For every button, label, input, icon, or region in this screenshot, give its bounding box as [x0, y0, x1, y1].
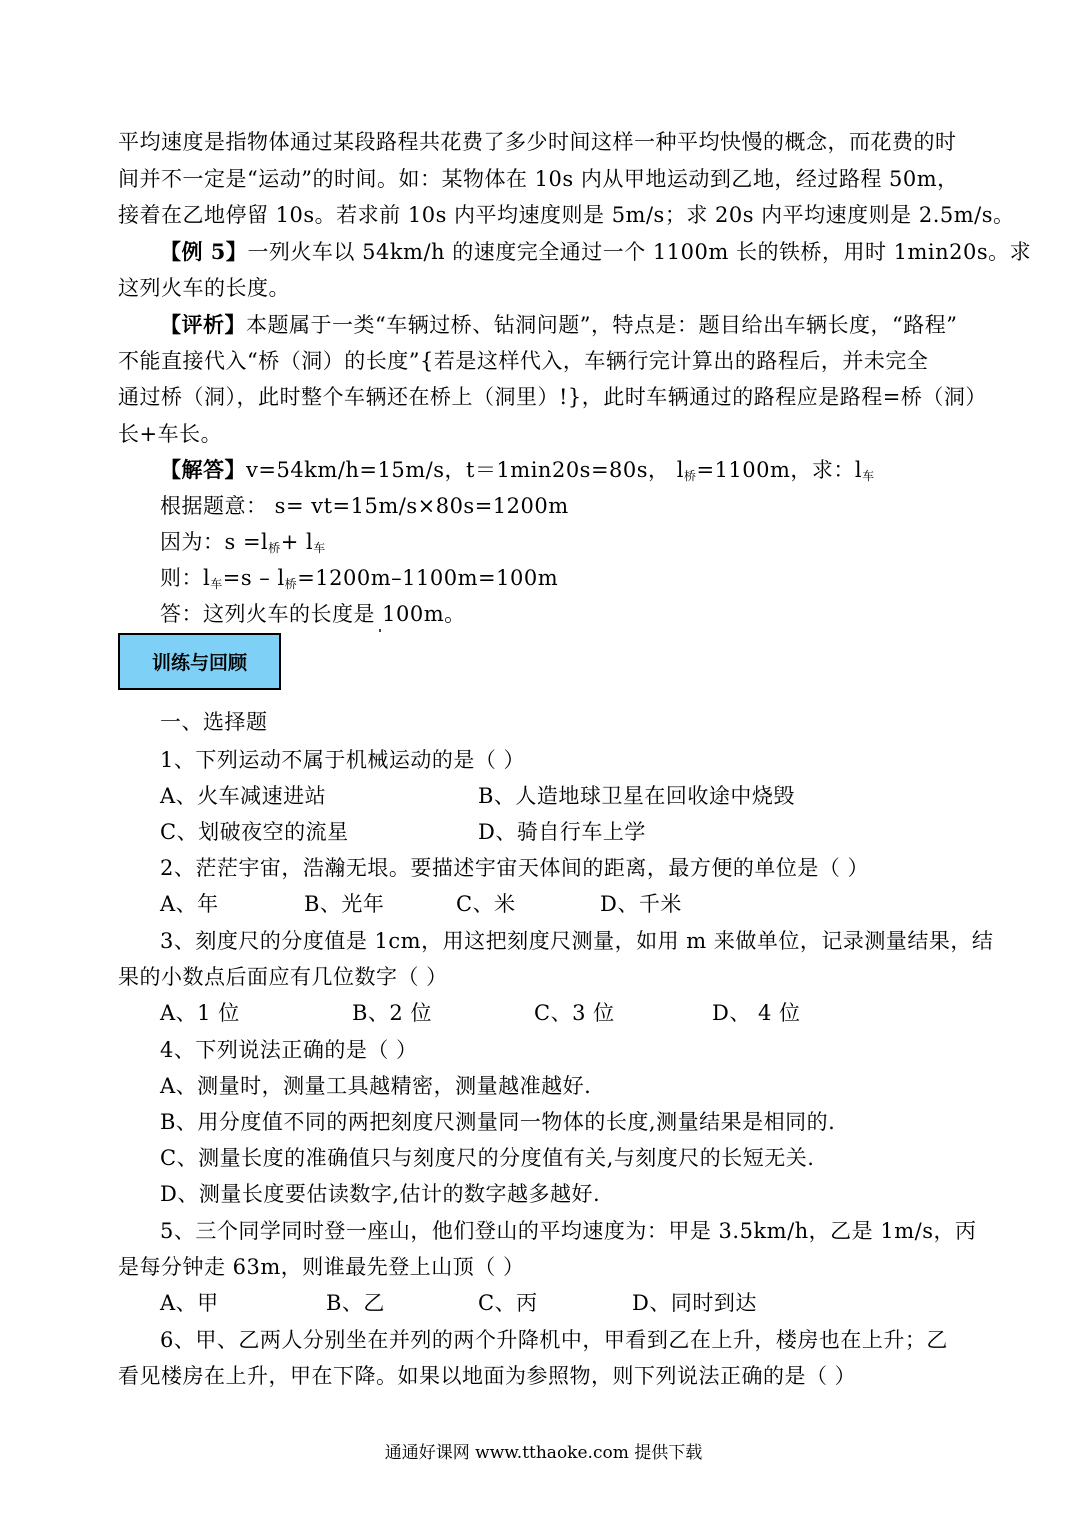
q2-option-a: A、年	[160, 892, 219, 916]
intro-line-2: 间并不一定是“运动”的时间。如：某物体在 10s 内从甲地运动到乙地，经过路程 50m，	[118, 167, 959, 191]
section-title-box	[118, 633, 281, 690]
example5-text-1: 一列火车以 54km/h 的速度完全通过一个 1100m 长的铁桥，用时 1min20s。求	[247, 240, 1032, 264]
analysis-line-2: 不能直接代入“桥（洞）的长度”{若是这样代入，车辆行完计算出的路程后，并未完全	[118, 349, 929, 373]
q3-stem-2: 果的小数点后面应有几位数字（ ）	[118, 965, 448, 989]
answer-text-1b: =1100m，求：l	[696, 458, 863, 482]
q5-stem-1: 5、三个同学同时登一座山，他们登山的平均速度为：甲是 3.5km/h，乙是 1m/s，丙	[160, 1219, 977, 1243]
example5-line-2: 这列火车的长度。	[118, 276, 290, 300]
q5-stem-2: 是每分钟走 63m，则谁最先登上山顶（ ）	[118, 1255, 525, 1279]
q1-stem: 1、下列运动不属于机械运动的是（ ）	[160, 748, 526, 772]
intro-line-1: 平均速度是指物体通过某段路程共花费了多少时间这样一种平均快慢的概念，而花费的时	[118, 130, 957, 154]
answer-text-4b: =s – l	[222, 566, 285, 590]
exercise-heading: 一、选择题	[160, 710, 268, 734]
answer-line-4	[160, 564, 558, 598]
q6-stem-1: 6、甲、乙两人分别坐在并列的两个升降机中，甲看到乙在上升，楼房也在上升；乙	[160, 1328, 948, 1352]
intro-line-3: 接着在乙地停留 10s。若求前 10s 内平均速度则是 5m/s；求 20s 内平均速度则是 2.5m/s。	[118, 203, 1015, 227]
subscript-bridge: 桥	[683, 469, 697, 483]
q2-stem: 2、茫茫宇宙，浩瀚无垠。要描述宇宙天体间的距离，最方便的单位是（ ）	[160, 856, 870, 880]
q3-option-b: B、2 位	[352, 1001, 432, 1025]
subscript-bridge: 桥	[268, 541, 281, 555]
q1-option-d: D、骑自行车上学	[478, 820, 646, 844]
q1-option-b: B、人造地球卫星在回收途中烧毁	[478, 784, 795, 808]
q5-option-c: C、丙	[478, 1291, 538, 1315]
q5-option-b: B、乙	[326, 1291, 385, 1315]
analysis-line-3: 通过桥（洞），此时整个车辆还在桥上（洞里）!}，此时车辆通过的路程应是路程=桥（洞）	[118, 385, 987, 409]
q2-option-d: D、千米	[600, 892, 682, 916]
answer-line-1	[160, 456, 875, 490]
q1-option-c: C、划破夜空的流星	[160, 820, 349, 844]
q4-option-a: A、测量时，测量工具越精密，测量越准越好.	[160, 1074, 592, 1098]
answer-text-3a: 因为：s =l	[160, 530, 269, 554]
analysis-line-1	[160, 311, 957, 339]
subscript-car: 车	[313, 541, 326, 555]
q4-option-d: D、测量长度要估读数字,估计的数字越多越好.	[160, 1182, 601, 1206]
q2-option-c: C、米	[456, 892, 516, 916]
q3-option-c: C、3 位	[534, 1001, 615, 1025]
example5-tag: 【例 5】	[160, 239, 248, 264]
answer-text-1a: v=54km/h=15m/s，t＝1min20s=80s， l	[246, 458, 684, 482]
q2-option-b: B、光年	[304, 892, 385, 916]
analysis-tag: 【评析】	[160, 312, 246, 337]
answer-text-4a: 则：l	[160, 566, 211, 590]
q6-stem-2: 看见楼房在上升，甲在下降。如果以地面为参照物，则下列说法正确的是（ ）	[118, 1364, 857, 1388]
q3-option-d: D、 4 位	[712, 1001, 801, 1025]
q4-option-b: B、用分度值不同的两把刻度尺测量同一物体的长度,测量结果是相同的.	[160, 1110, 836, 1134]
q1-option-a: A、火车减速进站	[160, 784, 327, 808]
answer-text-3b: + l	[280, 530, 314, 554]
answer-text-4c: =1200m–1100m=100m	[297, 566, 559, 590]
q5-option-d: D、同时到达	[632, 1291, 757, 1315]
analysis-text-1: 本题属于一类“车辆过桥、钻洞问题”，特点是：题目给出车辆长度，“路程”	[246, 313, 958, 337]
stray-mark	[379, 629, 381, 632]
subscript-bridge: 桥	[284, 577, 298, 591]
example5-line-1	[160, 238, 1031, 266]
subscript-car: 车	[210, 577, 223, 591]
q5-option-a: A、甲	[160, 1291, 219, 1315]
answer-line-5: 答：这列火车的长度是 100m。	[160, 602, 466, 626]
subscript-car: 车	[862, 469, 875, 483]
answer-line-2: 根据题意： s= vt=15m/s×80s=1200m	[160, 494, 569, 518]
q3-stem-1: 3、刻度尺的分度值是 1cm，用这把刻度尺测量，如用 m 来做单位，记录测量结果，结	[160, 929, 994, 953]
q3-option-a: A、1 位	[160, 1001, 240, 1025]
section-title: 训练与回顾	[151, 652, 247, 674]
answer-tag: 【解答】	[160, 457, 246, 482]
q4-stem: 4、下列说法正确的是（ ）	[160, 1038, 418, 1062]
analysis-line-4: 长+车长。	[118, 422, 223, 446]
q4-option-c: C、测量长度的准确值只与刻度尺的分度值有关,与刻度尺的长短无关.	[160, 1146, 815, 1170]
footer-credit: 通通好课网 www.tthaoke.com 提供下载	[384, 1443, 703, 1463]
answer-line-3	[160, 528, 326, 562]
